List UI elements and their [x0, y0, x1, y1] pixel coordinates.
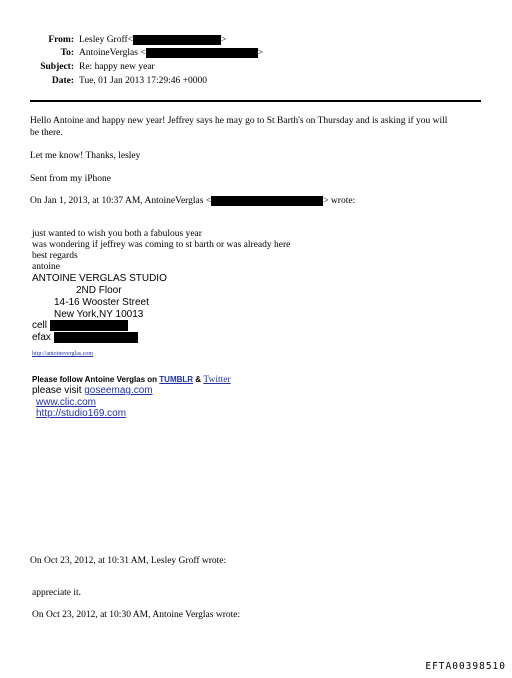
subject-value: Re: happy new year	[79, 62, 155, 72]
from-label: From:	[48, 35, 74, 45]
studio169-link[interactable]: http://studio169.com	[36, 408, 127, 419]
twitter-link[interactable]: Twitter	[203, 375, 231, 385]
quoted-line-3: best regards	[32, 251, 78, 261]
date-label: Date:	[51, 76, 74, 86]
to-value: AntoineVerglas < >	[79, 48, 264, 59]
body-paragraph-1-cont: be there.	[30, 128, 63, 138]
bates-number: EFTA00398510	[425, 661, 506, 672]
quote-intro: On Jan 1, 2013, at 10:37 AM, AntoineVerglas < > wrote:	[30, 196, 356, 207]
studio-name: ANTOINE VERGLAS STUDIO	[32, 273, 167, 284]
subject-label: Subject:	[40, 62, 74, 72]
redaction-block	[54, 332, 138, 343]
to-name: AntoineVerglas	[79, 48, 138, 59]
studio-city: New York,NY 10013	[54, 309, 144, 320]
studio-floor: 2ND Floor	[76, 285, 122, 296]
body-paragraph-1: Hello Antoine and happy new year! Jeffrey says he may go to St Barth's on Thursday and is asking if you will	[30, 116, 448, 126]
earlier-reply-text: appreciate it.	[32, 588, 82, 598]
studio-website-link[interactable]: http://antoineverglas.com	[32, 351, 94, 357]
from-name: Lesley Groff	[79, 35, 128, 46]
goseemag-link[interactable]: goseemag.com	[84, 385, 153, 396]
quoted-line-2: was wondering if jeffrey was coming to st barth or was already here	[32, 240, 291, 250]
from-value: Lesley Groff< >	[79, 35, 227, 46]
studio-efax: efax	[32, 332, 138, 344]
quoted-line-4: antoine	[32, 262, 60, 272]
redaction-block	[211, 196, 323, 206]
body-paragraph-2: Let me know! Thanks, lesley	[30, 151, 141, 161]
studio-cell: cell	[32, 320, 128, 332]
header-divider	[30, 100, 481, 102]
signature-line: Sent from my iPhone	[30, 174, 112, 184]
visit-line: please visit goseemag.com	[32, 385, 153, 396]
clic-link[interactable]: www.clic.com	[36, 397, 97, 408]
follow-line: Please follow Antoine Verglas on TUMBLR & Twitter	[32, 375, 231, 385]
to-label: To:	[60, 48, 74, 58]
redaction-block	[146, 48, 258, 58]
quoted-line-1: just wanted to wish you both a fabulous year	[32, 229, 202, 239]
redaction-block	[50, 320, 128, 331]
redaction-block	[133, 35, 221, 45]
studio-street: 14-16 Wooster Street	[54, 297, 149, 308]
date-value: Tue, 01 Jan 2013 17:29:46 +0000	[79, 76, 207, 86]
earlier-reply-intro: On Oct 23, 2012, at 10:31 AM, Lesley Groff wrote:	[30, 556, 227, 566]
earlier-quote-intro: On Oct 23, 2012, at 10:30 AM, Antoine Verglas wrote:	[32, 610, 241, 620]
tumblr-link[interactable]: TUMBLR	[159, 375, 194, 384]
